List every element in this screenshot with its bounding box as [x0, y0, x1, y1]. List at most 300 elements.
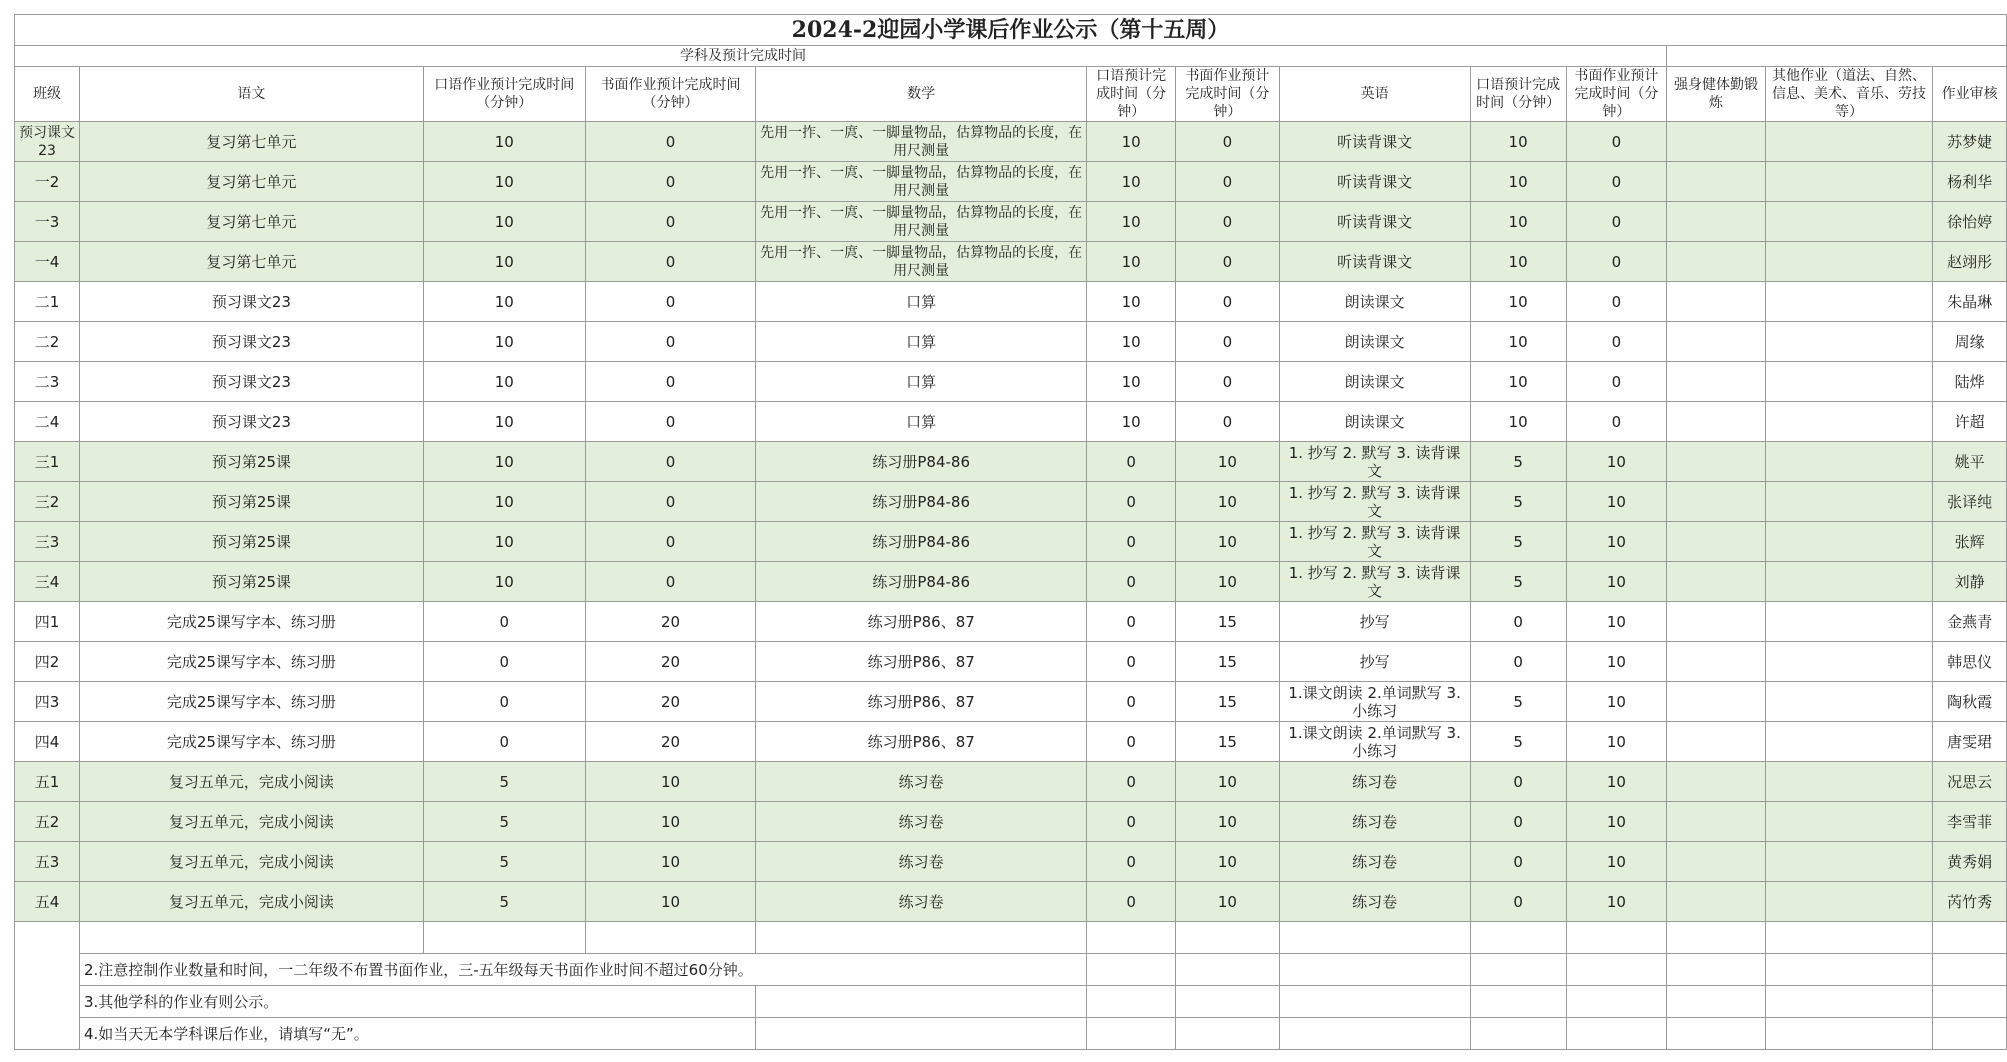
chinese-cell[interactable]: 预习第25课 [79, 442, 423, 482]
chinese-oral-cell[interactable]: 0 [423, 722, 585, 762]
chinese-cell[interactable]: 预习课文23 [79, 322, 423, 362]
empty-cell[interactable] [1933, 1018, 2007, 1050]
english-written-cell[interactable]: 0 [1566, 362, 1667, 402]
reviewer-cell[interactable]: 况思云 [1933, 762, 2007, 802]
exercise-cell[interactable] [1667, 122, 1765, 162]
header-math-written-time[interactable]: 书面作业预计完成时间（分钟） [1176, 67, 1279, 122]
english-cell[interactable]: 1. 抄写 2. 默写 3. 读背课文 [1279, 562, 1470, 602]
chinese-oral-cell[interactable]: 5 [423, 882, 585, 922]
exercise-cell[interactable] [1667, 442, 1765, 482]
empty-cell[interactable] [79, 922, 423, 954]
math-cell[interactable]: 练习卷 [756, 842, 1087, 882]
exercise-cell[interactable] [1667, 322, 1765, 362]
exercise-cell[interactable] [1667, 402, 1765, 442]
english-oral-cell[interactable]: 5 [1470, 682, 1566, 722]
math-written-cell[interactable]: 10 [1176, 482, 1279, 522]
empty-cell[interactable] [1176, 954, 1279, 986]
header-exercise[interactable]: 强身健体勤锻炼 [1667, 67, 1765, 122]
math-written-cell[interactable]: 10 [1176, 442, 1279, 482]
math-written-cell[interactable]: 0 [1176, 242, 1279, 282]
english-cell[interactable]: 朗读课文 [1279, 322, 1470, 362]
empty-cell[interactable] [423, 922, 585, 954]
math-oral-cell[interactable]: 0 [1087, 882, 1176, 922]
math-oral-cell[interactable]: 10 [1087, 202, 1176, 242]
english-cell[interactable]: 练习卷 [1279, 882, 1470, 922]
math-written-cell[interactable]: 0 [1176, 122, 1279, 162]
english-cell[interactable]: 1. 抄写 2. 默写 3. 读背课文 [1279, 482, 1470, 522]
chinese-written-cell[interactable]: 0 [585, 522, 756, 562]
exercise-cell[interactable] [1667, 482, 1765, 522]
empty-cell[interactable] [756, 1018, 1087, 1050]
chinese-written-cell[interactable]: 0 [585, 442, 756, 482]
empty-cell[interactable] [1765, 1018, 1932, 1050]
chinese-written-cell[interactable]: 0 [585, 322, 756, 362]
chinese-written-cell[interactable]: 20 [585, 602, 756, 642]
math-cell[interactable]: 先用一拃、一庹、一脚量物品，估算物品的长度，在用尺测量 [756, 202, 1087, 242]
math-oral-cell[interactable]: 0 [1087, 842, 1176, 882]
math-cell[interactable]: 练习册P86、87 [756, 682, 1087, 722]
math-cell[interactable]: 练习册P86、87 [756, 602, 1087, 642]
other-homework-cell[interactable] [1765, 602, 1932, 642]
math-written-cell[interactable]: 10 [1176, 802, 1279, 842]
english-oral-cell[interactable]: 0 [1470, 762, 1566, 802]
empty-cell[interactable] [1279, 1018, 1470, 1050]
chinese-written-cell[interactable]: 10 [585, 842, 756, 882]
empty-cell[interactable] [1765, 986, 1932, 1018]
class-cell[interactable]: 四3 [15, 682, 80, 722]
chinese-oral-cell[interactable]: 5 [423, 842, 585, 882]
math-cell[interactable]: 练习册P84-86 [756, 482, 1087, 522]
other-homework-cell[interactable] [1765, 642, 1932, 682]
note-text[interactable]: 3.其他学科的作业有则公示。 [79, 986, 755, 1018]
english-oral-cell[interactable]: 0 [1470, 602, 1566, 642]
other-homework-cell[interactable] [1765, 322, 1932, 362]
empty-cell[interactable] [1667, 1018, 1765, 1050]
english-oral-cell[interactable]: 5 [1470, 522, 1566, 562]
empty-cell[interactable] [1933, 954, 2007, 986]
chinese-written-cell[interactable]: 0 [585, 482, 756, 522]
math-written-cell[interactable]: 0 [1176, 162, 1279, 202]
english-cell[interactable]: 朗读课文 [1279, 362, 1470, 402]
math-written-cell[interactable]: 15 [1176, 722, 1279, 762]
exercise-cell[interactable] [1667, 602, 1765, 642]
note-text[interactable]: 4.如当天无本学科课后作业，请填写“无”。 [79, 1018, 755, 1050]
reviewer-cell[interactable]: 芮竹秀 [1933, 882, 2007, 922]
empty-cell[interactable] [1667, 986, 1765, 1018]
exercise-cell[interactable] [1667, 282, 1765, 322]
english-written-cell[interactable]: 10 [1566, 682, 1667, 722]
chinese-oral-cell[interactable]: 10 [423, 522, 585, 562]
english-oral-cell[interactable]: 5 [1470, 442, 1566, 482]
class-cell[interactable]: 二4 [15, 402, 80, 442]
english-oral-cell[interactable]: 10 [1470, 402, 1566, 442]
english-written-cell[interactable]: 10 [1566, 842, 1667, 882]
english-oral-cell[interactable]: 10 [1470, 242, 1566, 282]
math-cell[interactable]: 练习卷 [756, 762, 1087, 802]
other-homework-cell[interactable] [1765, 402, 1932, 442]
chinese-oral-cell[interactable]: 0 [423, 602, 585, 642]
english-written-cell[interactable]: 0 [1566, 162, 1667, 202]
other-homework-cell[interactable] [1765, 202, 1932, 242]
class-cell[interactable]: 一2 [15, 162, 80, 202]
english-oral-cell[interactable]: 0 [1470, 842, 1566, 882]
other-homework-cell[interactable] [1765, 482, 1932, 522]
note-text[interactable]: 2.注意控制作业数量和时间，一二年级不布置书面作业，三-五年级每天书面作业时间不超过60分钟。 [79, 954, 755, 986]
chinese-oral-cell[interactable]: 10 [423, 202, 585, 242]
exercise-cell[interactable] [1667, 722, 1765, 762]
class-cell[interactable]: 三3 [15, 522, 80, 562]
header-math-oral-time[interactable]: 口语预计完成时间（分钟） [1087, 67, 1176, 122]
chinese-oral-cell[interactable]: 10 [423, 562, 585, 602]
exercise-cell[interactable] [1667, 642, 1765, 682]
class-cell[interactable]: 二2 [15, 322, 80, 362]
english-written-cell[interactable]: 10 [1566, 522, 1667, 562]
chinese-oral-cell[interactable]: 10 [423, 122, 585, 162]
reviewer-cell[interactable]: 姚平 [1933, 442, 2007, 482]
english-written-cell[interactable]: 10 [1566, 722, 1667, 762]
empty-cell[interactable] [1765, 922, 1932, 954]
math-written-cell[interactable]: 15 [1176, 642, 1279, 682]
other-homework-cell[interactable] [1765, 242, 1932, 282]
chinese-written-cell[interactable]: 10 [585, 762, 756, 802]
chinese-oral-cell[interactable]: 10 [423, 482, 585, 522]
english-cell[interactable]: 1. 抄写 2. 默写 3. 读背课文 [1279, 442, 1470, 482]
math-written-cell[interactable]: 0 [1176, 202, 1279, 242]
chinese-cell[interactable]: 预习第25课 [79, 522, 423, 562]
chinese-written-cell[interactable]: 0 [585, 562, 756, 602]
math-cell[interactable]: 练习册P84-86 [756, 442, 1087, 482]
english-written-cell[interactable]: 0 [1566, 402, 1667, 442]
english-cell[interactable]: 抄写 [1279, 602, 1470, 642]
other-homework-cell[interactable] [1765, 162, 1932, 202]
reviewer-cell[interactable]: 李雪菲 [1933, 802, 2007, 842]
english-oral-cell[interactable]: 5 [1470, 722, 1566, 762]
exercise-cell[interactable] [1667, 682, 1765, 722]
chinese-cell[interactable]: 预习课文23 [79, 402, 423, 442]
empty-cell[interactable] [1667, 954, 1765, 986]
math-oral-cell[interactable]: 0 [1087, 602, 1176, 642]
english-cell[interactable]: 听读背课文 [1279, 122, 1470, 162]
other-homework-cell[interactable] [1765, 522, 1932, 562]
empty-cell[interactable] [1176, 922, 1279, 954]
reviewer-cell[interactable]: 苏梦婕 [1933, 122, 2007, 162]
math-cell[interactable]: 先用一拃、一庹、一脚量物品，估算物品的长度，在用尺测量 [756, 162, 1087, 202]
empty-cell[interactable] [1279, 986, 1470, 1018]
exercise-cell[interactable] [1667, 202, 1765, 242]
chinese-written-cell[interactable]: 0 [585, 122, 756, 162]
english-oral-cell[interactable]: 10 [1470, 362, 1566, 402]
empty-cell[interactable] [1765, 954, 1932, 986]
other-homework-cell[interactable] [1765, 842, 1932, 882]
header-chinese-written-time[interactable]: 书面作业预计完成时间（分钟） [585, 67, 756, 122]
empty-cell[interactable] [1087, 922, 1176, 954]
math-cell[interactable]: 口算 [756, 362, 1087, 402]
chinese-oral-cell[interactable]: 10 [423, 242, 585, 282]
empty-cell[interactable] [1470, 954, 1566, 986]
math-oral-cell[interactable]: 0 [1087, 762, 1176, 802]
english-oral-cell[interactable]: 0 [1470, 882, 1566, 922]
math-written-cell[interactable]: 15 [1176, 682, 1279, 722]
math-cell[interactable]: 练习册P84-86 [756, 522, 1087, 562]
empty-cell[interactable] [1470, 922, 1566, 954]
math-cell[interactable]: 口算 [756, 402, 1087, 442]
math-oral-cell[interactable]: 10 [1087, 242, 1176, 282]
english-oral-cell[interactable]: 10 [1470, 202, 1566, 242]
empty-cell[interactable] [756, 954, 1087, 986]
english-written-cell[interactable]: 10 [1566, 762, 1667, 802]
math-oral-cell[interactable]: 10 [1087, 122, 1176, 162]
empty-cell[interactable] [1566, 954, 1667, 986]
english-written-cell[interactable]: 0 [1566, 202, 1667, 242]
empty-cell[interactable] [1667, 922, 1765, 954]
chinese-cell[interactable]: 预习第25课 [79, 562, 423, 602]
empty-cell[interactable] [1566, 1018, 1667, 1050]
math-cell[interactable]: 练习册P86、87 [756, 722, 1087, 762]
english-written-cell[interactable]: 0 [1566, 242, 1667, 282]
empty-cell[interactable] [1176, 986, 1279, 1018]
chinese-oral-cell[interactable]: 10 [423, 282, 585, 322]
chinese-cell[interactable]: 复习第七单元 [79, 122, 423, 162]
other-homework-cell[interactable] [1765, 802, 1932, 842]
math-written-cell[interactable]: 15 [1176, 602, 1279, 642]
header-other-homework[interactable]: 其他作业（道法、自然、信息、美术、音乐、劳技等） [1765, 67, 1932, 122]
reviewer-cell[interactable]: 黄秀娟 [1933, 842, 2007, 882]
math-written-cell[interactable]: 10 [1176, 522, 1279, 562]
chinese-written-cell[interactable]: 0 [585, 282, 756, 322]
chinese-cell[interactable]: 复习五单元，完成小阅读 [79, 882, 423, 922]
empty-cell[interactable] [585, 922, 756, 954]
english-written-cell[interactable]: 10 [1566, 602, 1667, 642]
other-homework-cell[interactable] [1765, 682, 1932, 722]
math-written-cell[interactable]: 10 [1176, 842, 1279, 882]
english-written-cell[interactable]: 10 [1566, 562, 1667, 602]
english-cell[interactable]: 1.课文朗读 2.单词默写 3.小练习 [1279, 682, 1470, 722]
reviewer-cell[interactable]: 刘静 [1933, 562, 2007, 602]
reviewer-cell[interactable]: 唐雯珺 [1933, 722, 2007, 762]
chinese-cell[interactable]: 预习第25课 [79, 482, 423, 522]
class-cell[interactable]: 四2 [15, 642, 80, 682]
header-chinese-oral-time[interactable]: 口语作业预计完成时间（分钟） [423, 67, 585, 122]
chinese-cell[interactable]: 复习五单元，完成小阅读 [79, 762, 423, 802]
empty-cell[interactable] [1087, 954, 1176, 986]
english-oral-cell[interactable]: 10 [1470, 322, 1566, 362]
math-cell[interactable]: 口算 [756, 322, 1087, 362]
exercise-cell[interactable] [1667, 882, 1765, 922]
math-oral-cell[interactable]: 10 [1087, 402, 1176, 442]
english-cell[interactable]: 抄写 [1279, 642, 1470, 682]
math-oral-cell[interactable]: 0 [1087, 682, 1176, 722]
header-english-written-time[interactable]: 书面作业预计完成时间（分钟） [1566, 67, 1667, 122]
class-cell[interactable]: 五1 [15, 762, 80, 802]
reviewer-cell[interactable]: 徐怡婷 [1933, 202, 2007, 242]
chinese-written-cell[interactable]: 10 [585, 802, 756, 842]
english-written-cell[interactable]: 10 [1566, 882, 1667, 922]
empty-cell[interactable] [1933, 986, 2007, 1018]
empty-cell[interactable] [1087, 986, 1176, 1018]
empty-cell[interactable] [1087, 1018, 1176, 1050]
math-oral-cell[interactable]: 0 [1087, 722, 1176, 762]
class-cell[interactable]: 一3 [15, 202, 80, 242]
english-oral-cell[interactable]: 10 [1470, 282, 1566, 322]
math-oral-cell[interactable]: 10 [1087, 362, 1176, 402]
header-reviewer[interactable]: 作业审核 [1933, 67, 2007, 122]
english-cell[interactable]: 朗读课文 [1279, 402, 1470, 442]
chinese-cell[interactable]: 复习第七单元 [79, 242, 423, 282]
math-oral-cell[interactable]: 0 [1087, 522, 1176, 562]
math-cell[interactable]: 练习册P84-86 [756, 562, 1087, 602]
exercise-cell[interactable] [1667, 802, 1765, 842]
empty-cell[interactable] [1933, 922, 2007, 954]
header-math[interactable]: 数学 [756, 67, 1087, 122]
math-written-cell[interactable]: 10 [1176, 762, 1279, 802]
chinese-cell[interactable]: 复习五单元，完成小阅读 [79, 802, 423, 842]
class-cell[interactable]: 四1 [15, 602, 80, 642]
english-oral-cell[interactable]: 10 [1470, 122, 1566, 162]
class-cell[interactable]: 五3 [15, 842, 80, 882]
chinese-written-cell[interactable]: 0 [585, 242, 756, 282]
chinese-written-cell[interactable]: 10 [585, 882, 756, 922]
chinese-oral-cell[interactable]: 0 [423, 682, 585, 722]
math-oral-cell[interactable]: 0 [1087, 562, 1176, 602]
reviewer-cell[interactable]: 陆烨 [1933, 362, 2007, 402]
math-oral-cell[interactable]: 0 [1087, 482, 1176, 522]
subtitle-empty-cell[interactable] [1667, 46, 2007, 67]
other-homework-cell[interactable] [1765, 442, 1932, 482]
math-oral-cell[interactable]: 0 [1087, 442, 1176, 482]
reviewer-cell[interactable]: 朱晶琳 [1933, 282, 2007, 322]
chinese-oral-cell[interactable]: 10 [423, 362, 585, 402]
chinese-cell[interactable]: 完成25课写字本、练习册 [79, 602, 423, 642]
empty-cell[interactable] [1566, 986, 1667, 1018]
chinese-oral-cell[interactable]: 5 [423, 802, 585, 842]
english-cell[interactable]: 练习卷 [1279, 762, 1470, 802]
other-homework-cell[interactable] [1765, 122, 1932, 162]
chinese-cell[interactable]: 完成25课写字本、练习册 [79, 682, 423, 722]
chinese-cell[interactable]: 完成25课写字本、练习册 [79, 722, 423, 762]
math-written-cell[interactable]: 0 [1176, 362, 1279, 402]
chinese-oral-cell[interactable]: 10 [423, 442, 585, 482]
header-class[interactable]: 班级 [15, 67, 80, 122]
class-cell[interactable]: 三4 [15, 562, 80, 602]
chinese-cell[interactable]: 复习第七单元 [79, 162, 423, 202]
chinese-oral-cell[interactable]: 5 [423, 762, 585, 802]
sheet-subtitle[interactable]: 学科及预计完成时间 [15, 46, 1667, 67]
english-written-cell[interactable]: 0 [1566, 122, 1667, 162]
chinese-written-cell[interactable]: 0 [585, 402, 756, 442]
math-written-cell[interactable]: 10 [1176, 562, 1279, 602]
chinese-cell[interactable]: 预习课文23 [79, 362, 423, 402]
chinese-oral-cell[interactable]: 10 [423, 322, 585, 362]
english-oral-cell[interactable]: 0 [1470, 642, 1566, 682]
exercise-cell[interactable] [1667, 362, 1765, 402]
empty-cell[interactable] [1176, 1018, 1279, 1050]
english-written-cell[interactable]: 10 [1566, 442, 1667, 482]
math-written-cell[interactable]: 0 [1176, 282, 1279, 322]
reviewer-cell[interactable]: 韩思仪 [1933, 642, 2007, 682]
math-cell[interactable]: 练习册P86、87 [756, 642, 1087, 682]
exercise-cell[interactable] [1667, 762, 1765, 802]
english-oral-cell[interactable]: 5 [1470, 562, 1566, 602]
chinese-oral-cell[interactable]: 0 [423, 642, 585, 682]
math-oral-cell[interactable]: 10 [1087, 162, 1176, 202]
reviewer-cell[interactable]: 金燕青 [1933, 602, 2007, 642]
empty-cell[interactable] [1279, 922, 1470, 954]
english-cell[interactable]: 朗读课文 [1279, 282, 1470, 322]
header-english-oral-time[interactable]: 口语预计完成时间（分钟） [1470, 67, 1566, 122]
math-cell[interactable]: 口算 [756, 282, 1087, 322]
exercise-cell[interactable] [1667, 242, 1765, 282]
chinese-written-cell[interactable]: 20 [585, 682, 756, 722]
class-cell[interactable]: 预习课文23 [15, 122, 80, 162]
empty-cell[interactable] [756, 922, 1087, 954]
english-cell[interactable]: 听读背课文 [1279, 162, 1470, 202]
chinese-written-cell[interactable]: 20 [585, 722, 756, 762]
english-written-cell[interactable]: 10 [1566, 642, 1667, 682]
english-written-cell[interactable]: 10 [1566, 482, 1667, 522]
empty-cell[interactable] [756, 986, 1087, 1018]
other-homework-cell[interactable] [1765, 762, 1932, 802]
empty-cell[interactable] [15, 922, 80, 1050]
reviewer-cell[interactable]: 许超 [1933, 402, 2007, 442]
english-oral-cell[interactable]: 0 [1470, 802, 1566, 842]
english-written-cell[interactable]: 0 [1566, 282, 1667, 322]
math-cell[interactable]: 练习卷 [756, 882, 1087, 922]
other-homework-cell[interactable] [1765, 282, 1932, 322]
header-chinese[interactable]: 语文 [79, 67, 423, 122]
reviewer-cell[interactable]: 张辉 [1933, 522, 2007, 562]
reviewer-cell[interactable]: 赵翊彤 [1933, 242, 2007, 282]
class-cell[interactable]: 一4 [15, 242, 80, 282]
reviewer-cell[interactable]: 陶秋霞 [1933, 682, 2007, 722]
english-cell[interactable]: 听读背课文 [1279, 202, 1470, 242]
chinese-written-cell[interactable]: 0 [585, 202, 756, 242]
english-oral-cell[interactable]: 10 [1470, 162, 1566, 202]
class-cell[interactable]: 五2 [15, 802, 80, 842]
english-written-cell[interactable]: 0 [1566, 322, 1667, 362]
chinese-written-cell[interactable]: 0 [585, 362, 756, 402]
math-cell[interactable]: 先用一拃、一庹、一脚量物品，估算物品的长度，在用尺测量 [756, 122, 1087, 162]
math-oral-cell[interactable]: 0 [1087, 642, 1176, 682]
chinese-oral-cell[interactable]: 10 [423, 162, 585, 202]
other-homework-cell[interactable] [1765, 722, 1932, 762]
reviewer-cell[interactable]: 张译纯 [1933, 482, 2007, 522]
math-cell[interactable]: 先用一拃、一庹、一脚量物品，估算物品的长度，在用尺测量 [756, 242, 1087, 282]
chinese-written-cell[interactable]: 0 [585, 162, 756, 202]
other-homework-cell[interactable] [1765, 362, 1932, 402]
class-cell[interactable]: 五4 [15, 882, 80, 922]
english-oral-cell[interactable]: 5 [1470, 482, 1566, 522]
chinese-written-cell[interactable]: 20 [585, 642, 756, 682]
english-written-cell[interactable]: 10 [1566, 802, 1667, 842]
english-cell[interactable]: 练习卷 [1279, 842, 1470, 882]
chinese-oral-cell[interactable]: 10 [423, 402, 585, 442]
chinese-cell[interactable]: 复习第七单元 [79, 202, 423, 242]
empty-cell[interactable] [1470, 986, 1566, 1018]
exercise-cell[interactable] [1667, 562, 1765, 602]
exercise-cell[interactable] [1667, 522, 1765, 562]
math-written-cell[interactable]: 0 [1176, 402, 1279, 442]
english-cell[interactable]: 练习卷 [1279, 802, 1470, 842]
math-oral-cell[interactable]: 10 [1087, 282, 1176, 322]
math-cell[interactable]: 练习卷 [756, 802, 1087, 842]
math-written-cell[interactable]: 10 [1176, 882, 1279, 922]
empty-cell[interactable] [1566, 922, 1667, 954]
class-cell[interactable]: 三2 [15, 482, 80, 522]
math-oral-cell[interactable]: 10 [1087, 322, 1176, 362]
empty-cell[interactable] [1279, 954, 1470, 986]
reviewer-cell[interactable]: 杨利华 [1933, 162, 2007, 202]
class-cell[interactable]: 二1 [15, 282, 80, 322]
